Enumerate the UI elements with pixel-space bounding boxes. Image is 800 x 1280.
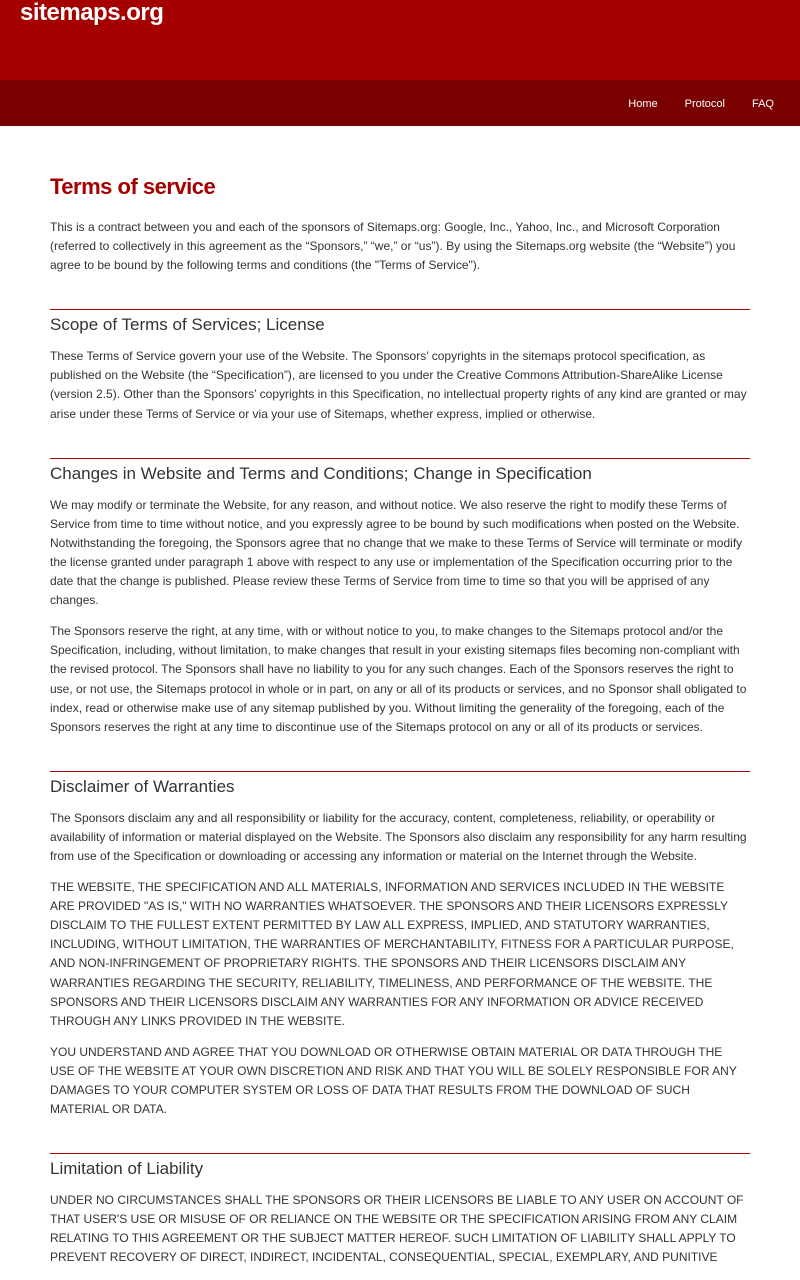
section-paragraph: The Sponsors disclaim any and all responsibility or liability for the accuracy, content, completeness, reliability, or operability or availability of information or material displayed on the Website. The Sponsors also disclaim any responsibility for any harm resulting from use of the Specification or downloading or accessing any information or material on the Internet through the Website. (50, 810, 747, 863)
nav-link-home[interactable]: Home (628, 98, 658, 110)
nav-item-home (601, 94, 657, 112)
section-heading-liability: Limitation of Liability (50, 1159, 204, 1179)
nav-list (601, 80, 774, 126)
nav-link-faq[interactable]: FAQ (751, 98, 774, 110)
section-heading-changes: Changes in Website and Terms and Conditions; Change in Specification (50, 463, 592, 483)
nav-item-protocol (658, 94, 725, 112)
page-title: Terms of service (50, 174, 216, 199)
main-navigation (0, 80, 800, 126)
site-header (0, 0, 800, 80)
section-heading-scope: Scope of Terms of Services; License (50, 315, 325, 335)
site-logo-link[interactable]: sitemaps.org (20, 0, 164, 26)
section-paragraph: UNDER NO CIRCUMSTANCES SHALL THE SPONSORS OR THEIR LICENSORS BE LIABLE TO ANY USER ON ACCOUNT OF THAT USER'S USE OR MISUSE OF OR RELIANCE ON THE WEBSITE OR THE SPECIFICATION ARISING FROM ANY CLAIM RELATING TO THIS AGREEMENT OR THE SUBJECT MATTER HEREOF. SUCH LIMITATION OF LIABILITY SHALL APPLY TO PREVENT RECOVERY OF DIRECT, INDIRECT, INCIDENTAL, CONSEQUENTIAL, SPECIAL, EXEMPLARY, AND PUNITIVE (50, 1193, 744, 1265)
section-paragraph: YOU UNDERSTAND AND AGREE THAT YOU DOWNLOAD OR OTHERWISE OBTAIN MATERIAL OR DATA THROUGH THE USE OF THE WEBSITE AT YOUR OWN DISCRETION AND RISK AND THAT YOU WILL BE SOLELY RESPONSIBLE FOR ANY DAMAGES TO YOUR COMPUTER SYSTEM OR LOSS OF DATA THAT RESULTS FROM THE DOWNLOAD OF SUCH MATERIAL OR DATA. (50, 1044, 737, 1117)
section-heading-disclaimer: Disclaimer of Warranties (50, 776, 235, 796)
section-paragraph: THE WEBSITE, THE SPECIFICATION AND ALL MATERIALS, INFORMATION AND SERVICES INCLUDED IN THE WEBSITE ARE PROVIDED "AS IS," WITH NO WARRANTIES WHATSOEVER. THE SPONSORS AND THEIR LICENSORS EXPRESSLY DISCLAIM TO THE FULLEST EXTENT PERMITTED BY LAW ALL EXPRESS, IMPLIED, AND STATUTORY WARRANTIES, INCLUDING, WITHOUT LIMITATION, THE WARRANTIES OF MERCHANTABILITY, FITNESS FOR A PARTICULAR PURPOSE, AND NON-INFRINGEMENT OF PROPRIETARY RIGHTS. THE SPONSORS AND THEIR LICENSORS DISCLAIM ANY WARRANTIES REGARDING THE SECURITY, RELIABILITY, TIMELINESS, AND PERFORMANCE OF THE WEBSITE. THE SPONSORS AND THEIR LICENSORS DISCLAIM ANY WARRANTIES FOR ANY INFORMATION OR ADVICE RECEIVED THROUGH ANY LINKS PROVIDED IN THE WEBSITE. (50, 880, 734, 1028)
section-paragraph: These Terms of Service govern your use of the Website. The Sponsors’ copyrights in the sitemaps protocol specification, as published on the Website (the “Specification”), are licensed to you under the Creative Commons Attribution-ShareAlike License (version 2.5). Other than the Sponsors’ copyrights in this Specification, no intellectual property rights of any kind are granted or may arise under these Terms of Service or via your use of Sitemaps, whether express, implied or otherwise. (50, 349, 747, 421)
nav-item-faq (725, 94, 774, 112)
intro-paragraph: This is a contract between you and each of the sponsors of Sitemaps.org: Google, Inc., Yahoo, Inc., and Microsoft Corporation (referred to collectively in this agreement as the “Sponsors,” “we,” or “us”). By using the Sitemaps.org website (the “Website”) you agree to be bound by the following terms and conditions (the "Terms of Service"). (50, 220, 736, 273)
section-paragraph: The Sponsors reserve the right, at any time, with or without notice to you, to make changes to the Sitemaps protocol and/or the Specification, including, without limitation, to make changes that result in your existing sitemaps files becoming non-compliant with the revised protocol. The Sponsors shall have no liability to you for any such changes. Each of the Sponsors reserves the right to use, or not use, the Sitemaps protocol in whole or in part, on any or all of its products or services, and no Sponsor shall obligated to index, read or otherwise make use of any sitemap published by you. Without limiting the generality of the foregoing, each of the Sponsors reserves the right at any time to discontinue use of the Sitemaps protocol on any or all of its products or services. (50, 624, 747, 734)
section-divider (50, 1153, 750, 1154)
nav-link-protocol[interactable]: Protocol (684, 98, 725, 110)
section-divider (50, 458, 750, 459)
main-content (50, 172, 750, 1280)
section-divider (50, 309, 750, 310)
section-divider (50, 771, 750, 772)
section-paragraph: We may modify or terminate the Website, for any reason, and without notice. We also reserve the right to modify these Terms of Service from time to time without notice, and you expressly agree to be bound by such modifications when posted on the Website. Notwithstanding the foregoing, the Sponsors agree that no change that we make to these Terms of Service will terminate or modify the license granted under paragraph 1 above with respect to any use or implementation of the Specification occurring prior to the date that the change is published. Please review these Terms of Service from time to time so that you will be apprised of any changes. (50, 497, 743, 608)
